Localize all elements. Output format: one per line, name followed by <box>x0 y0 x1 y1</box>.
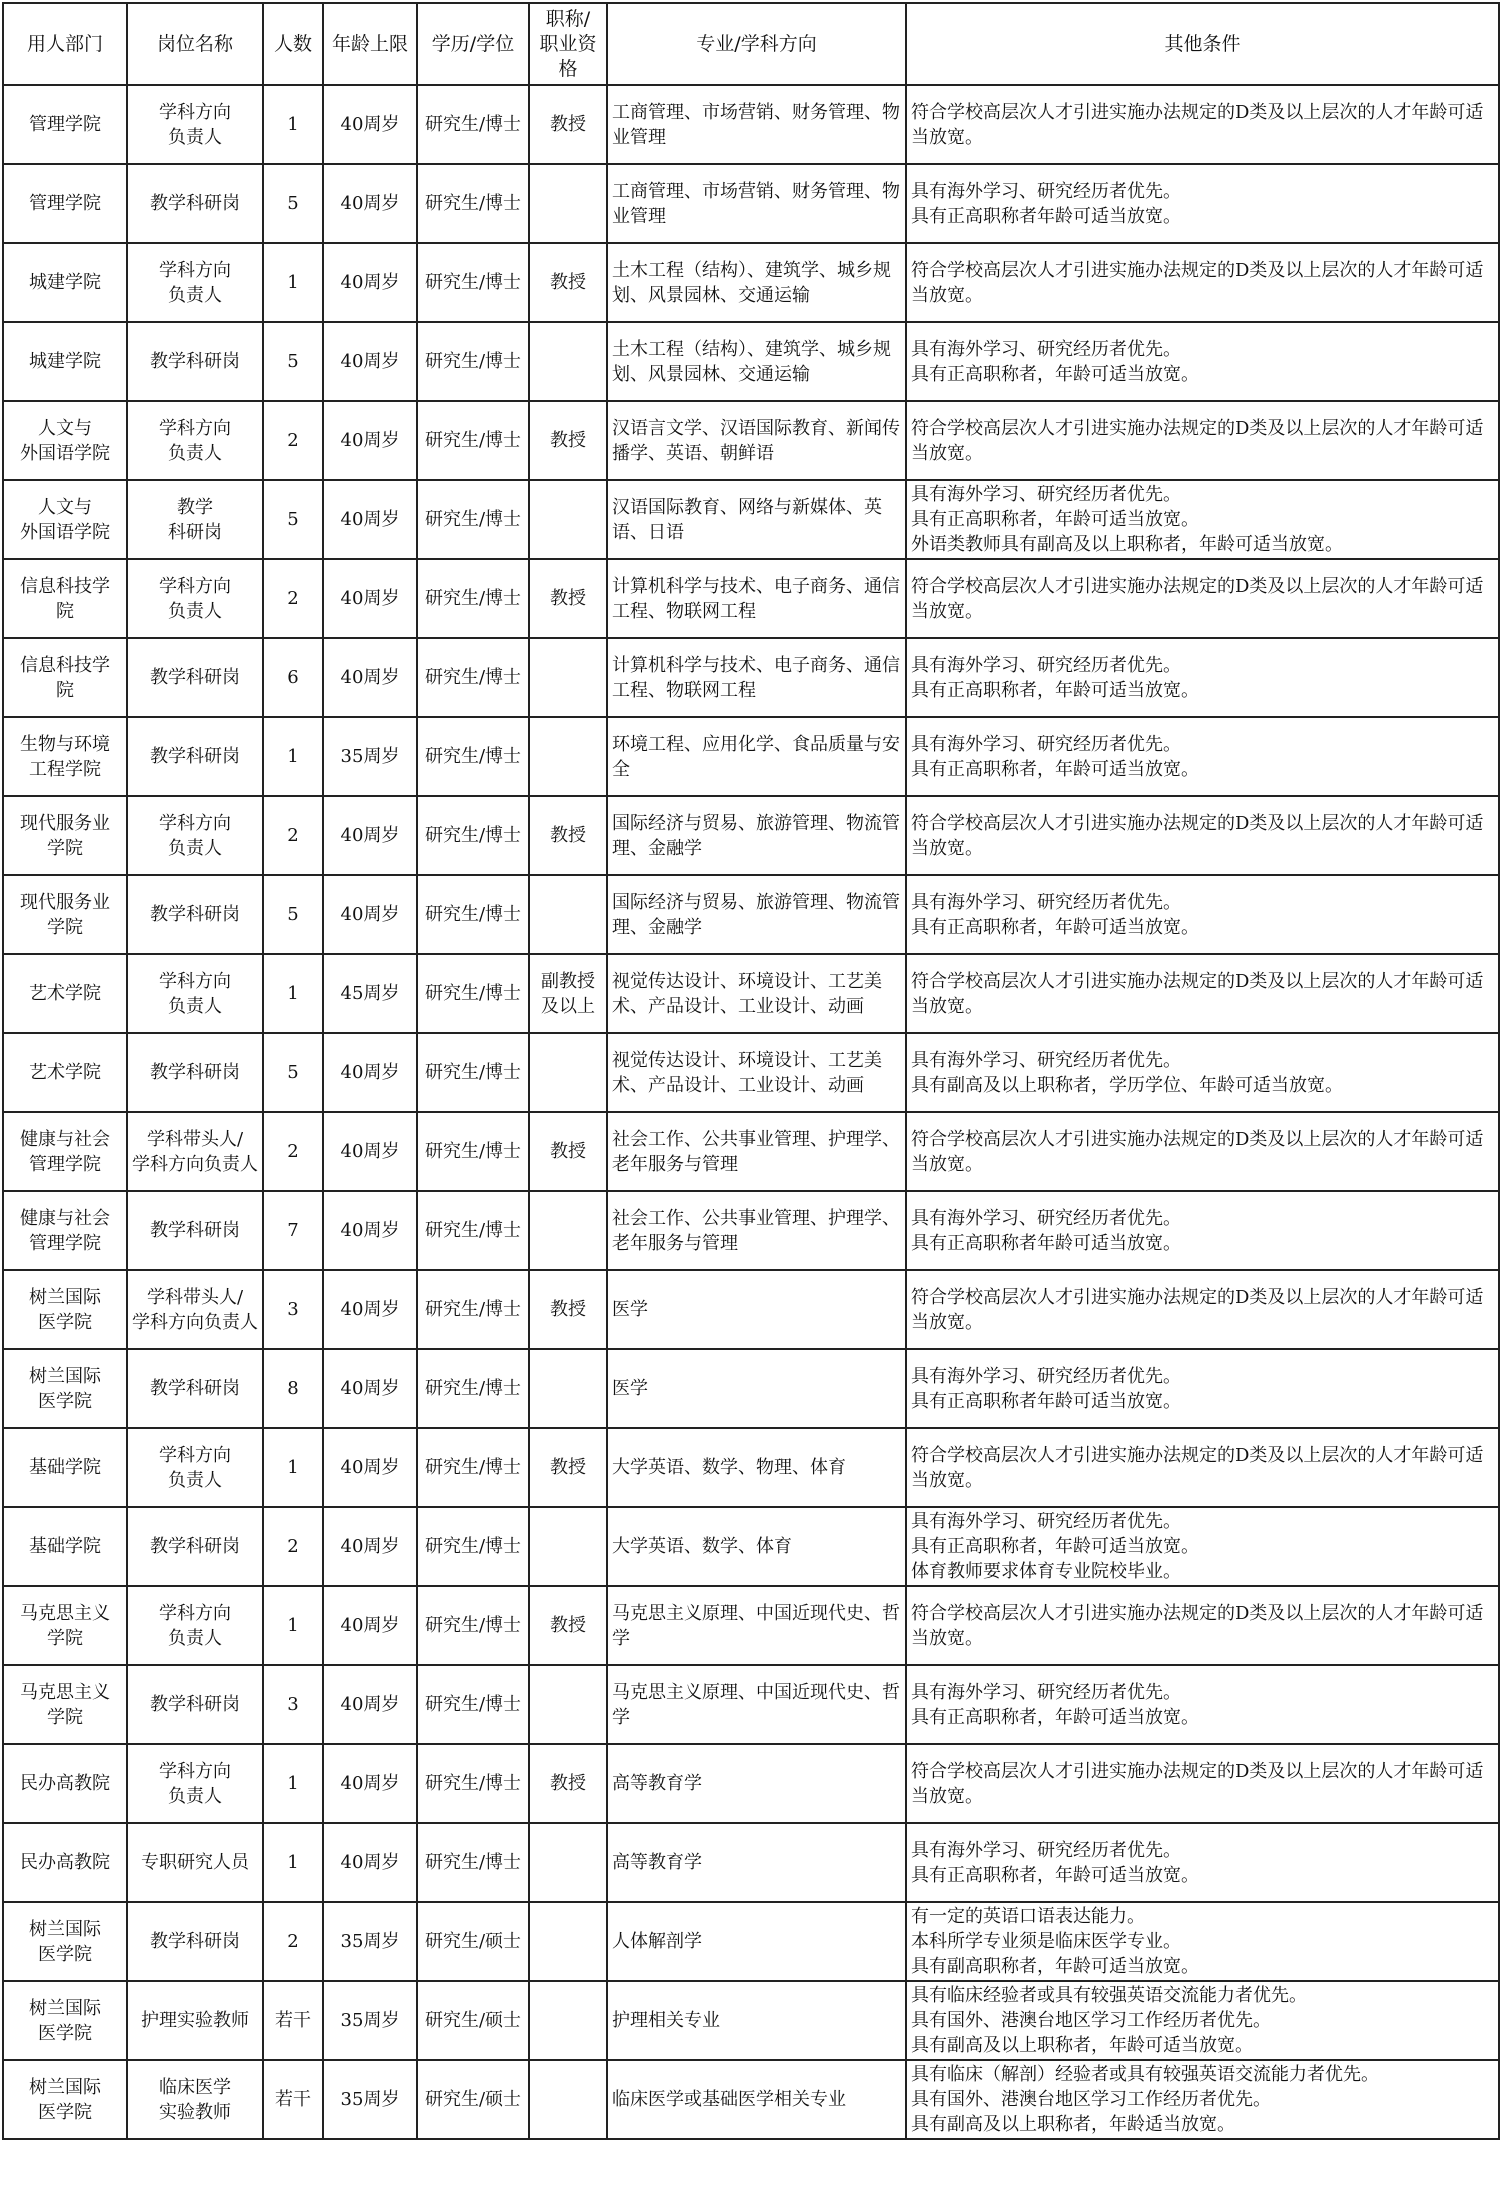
cell-age: 40周岁 <box>323 1033 417 1112</box>
cell-other: 具有海外学习、研究经历者优先。 具有正高职称者，年龄可适当放宽。 <box>906 1665 1499 1744</box>
cell-count: 1 <box>263 1823 323 1902</box>
cell-dept: 人文与 外国语学院 <box>3 401 127 480</box>
cell-age: 40周岁 <box>323 1191 417 1270</box>
cell-education: 研究生/博士 <box>417 1744 529 1823</box>
cell-education: 研究生/博士 <box>417 401 529 480</box>
cell-major: 国际经济与贸易、旅游管理、物流管理、金融学 <box>607 875 906 954</box>
cell-education: 研究生/硕士 <box>417 1981 529 2060</box>
cell-other: 符合学校高层次人才引进实施办法规定的D类及以上层次的人才年龄可适当放宽。 <box>906 559 1499 638</box>
cell-dept: 民办高教院 <box>3 1744 127 1823</box>
cell-other: 具有海外学习、研究经历者优先。 具有正高职称者，年龄可适当放宽。 外语类教师具有副高及以上职称者，年龄可适当放宽。 <box>906 480 1499 559</box>
cell-other: 符合学校高层次人才引进实施办法规定的D类及以上层次的人才年龄可适当放宽。 <box>906 1586 1499 1665</box>
cell-count: 5 <box>263 322 323 401</box>
table-row <box>3 1428 1499 1507</box>
cell-dept: 现代服务业 学院 <box>3 796 127 875</box>
header-count: 人数 <box>263 3 323 85</box>
cell-education: 研究生/博士 <box>417 1349 529 1428</box>
cell-education: 研究生/博士 <box>417 717 529 796</box>
cell-other: 符合学校高层次人才引进实施办法规定的D类及以上层次的人才年龄可适当放宽。 <box>906 1428 1499 1507</box>
table-row <box>3 243 1499 322</box>
cell-dept: 健康与社会 管理学院 <box>3 1191 127 1270</box>
header-education: 学历/学位 <box>417 3 529 85</box>
cell-education: 研究生/博士 <box>417 85 529 164</box>
cell-dept: 生物与环境 工程学院 <box>3 717 127 796</box>
cell-education: 研究生/博士 <box>417 1507 529 1586</box>
cell-major: 高等教育学 <box>607 1744 906 1823</box>
cell-dept: 现代服务业 学院 <box>3 875 127 954</box>
cell-major: 医学 <box>607 1349 906 1428</box>
cell-age: 40周岁 <box>323 1112 417 1191</box>
cell-post: 教学科研岗 <box>127 164 263 243</box>
cell-title: 教授 <box>529 85 607 164</box>
cell-major: 视觉传达设计、环境设计、工艺美术、产品设计、工业设计、动画 <box>607 954 906 1033</box>
cell-other: 符合学校高层次人才引进实施办法规定的D类及以上层次的人才年龄可适当放宽。 <box>906 796 1499 875</box>
cell-post: 学科方向 负责人 <box>127 1428 263 1507</box>
cell-age: 40周岁 <box>323 1428 417 1507</box>
cell-post: 教学科研岗 <box>127 1665 263 1744</box>
cell-post: 学科方向 负责人 <box>127 85 263 164</box>
cell-education: 研究生/博士 <box>417 480 529 559</box>
cell-title <box>529 2060 607 2139</box>
table-row <box>3 1902 1499 1981</box>
cell-dept: 树兰国际 医学院 <box>3 2060 127 2139</box>
cell-education: 研究生/博士 <box>417 954 529 1033</box>
cell-other: 具有海外学习、研究经历者优先。 具有正高职称者，年龄可适当放宽。 <box>906 638 1499 717</box>
cell-dept: 树兰国际 医学院 <box>3 1981 127 2060</box>
cell-count: 若干 <box>263 2060 323 2139</box>
cell-major: 汉语言文学、汉语国际教育、新闻传播学、英语、朝鲜语 <box>607 401 906 480</box>
cell-post: 学科方向 负责人 <box>127 1744 263 1823</box>
table-row <box>3 85 1499 164</box>
table-row <box>3 796 1499 875</box>
cell-title: 教授 <box>529 1428 607 1507</box>
cell-education: 研究生/博士 <box>417 559 529 638</box>
cell-dept: 管理学院 <box>3 164 127 243</box>
cell-other: 符合学校高层次人才引进实施办法规定的D类及以上层次的人才年龄可适当放宽。 <box>906 243 1499 322</box>
cell-major: 护理相关专业 <box>607 1981 906 2060</box>
cell-other: 具有海外学习、研究经历者优先。 具有正高职称者年龄可适当放宽。 <box>906 1191 1499 1270</box>
cell-major: 汉语国际教育、网络与新媒体、英语、日语 <box>607 480 906 559</box>
cell-title <box>529 1349 607 1428</box>
cell-age: 40周岁 <box>323 85 417 164</box>
cell-age: 35周岁 <box>323 1902 417 1981</box>
cell-post: 教学科研岗 <box>127 1507 263 1586</box>
cell-count: 5 <box>263 875 323 954</box>
table-row <box>3 2060 1499 2139</box>
cell-other: 具有临床（解剖）经验者或具有较强英语交流能力者优先。 具有国外、港澳台地区学习工作经历者优先。 具有副高及以上职称者，年龄适当放宽。 <box>906 2060 1499 2139</box>
cell-major: 高等教育学 <box>607 1823 906 1902</box>
cell-title: 教授 <box>529 1744 607 1823</box>
header-row <box>3 3 1499 85</box>
cell-other: 具有海外学习、研究经历者优先。 具有正高职称者，年龄可适当放宽。 <box>906 322 1499 401</box>
cell-post: 护理实验教师 <box>127 1981 263 2060</box>
cell-major: 计算机科学与技术、电子商务、通信工程、物联网工程 <box>607 559 906 638</box>
table-row <box>3 559 1499 638</box>
cell-other: 具有海外学习、研究经历者优先。 具有正高职称者年龄可适当放宽。 <box>906 164 1499 243</box>
cell-other: 符合学校高层次人才引进实施办法规定的D类及以上层次的人才年龄可适当放宽。 <box>906 1112 1499 1191</box>
cell-education: 研究生/博士 <box>417 1428 529 1507</box>
cell-count: 若干 <box>263 1981 323 2060</box>
cell-post: 教学科研岗 <box>127 638 263 717</box>
cell-education: 研究生/博士 <box>417 164 529 243</box>
table-row <box>3 322 1499 401</box>
cell-title <box>529 1902 607 1981</box>
cell-major: 视觉传达设计、环境设计、工艺美术、产品设计、工业设计、动画 <box>607 1033 906 1112</box>
cell-major: 土木工程（结构）、建筑学、城乡规划、风景园林、交通运输 <box>607 243 906 322</box>
table-row <box>3 717 1499 796</box>
table-row <box>3 638 1499 717</box>
cell-education: 研究生/博士 <box>417 1270 529 1349</box>
cell-age: 40周岁 <box>323 875 417 954</box>
cell-other: 具有海外学习、研究经历者优先。 具有正高职称者年龄可适当放宽。 <box>906 1349 1499 1428</box>
cell-dept: 马克思主义 学院 <box>3 1665 127 1744</box>
table-row <box>3 1507 1499 1586</box>
cell-other: 具有海外学习、研究经历者优先。 具有正高职称者，年龄可适当放宽。 <box>906 875 1499 954</box>
cell-major: 马克思主义原理、中国近现代史、哲学 <box>607 1665 906 1744</box>
cell-major: 工商管理、市场营销、财务管理、物业管理 <box>607 85 906 164</box>
table-row <box>3 1033 1499 1112</box>
cell-other: 符合学校高层次人才引进实施办法规定的D类及以上层次的人才年龄可适当放宽。 <box>906 1744 1499 1823</box>
cell-title: 教授 <box>529 1270 607 1349</box>
table-row <box>3 1112 1499 1191</box>
header-title: 职称/ 职业资格 <box>529 3 607 85</box>
cell-other: 符合学校高层次人才引进实施办法规定的D类及以上层次的人才年龄可适当放宽。 <box>906 85 1499 164</box>
header-major: 专业/学科方向 <box>607 3 906 85</box>
cell-age: 40周岁 <box>323 1507 417 1586</box>
cell-age: 40周岁 <box>323 559 417 638</box>
recruitment-table <box>2 2 1500 2140</box>
cell-age: 35周岁 <box>323 1981 417 2060</box>
cell-title <box>529 1033 607 1112</box>
table-row <box>3 1270 1499 1349</box>
cell-count: 5 <box>263 164 323 243</box>
cell-post: 学科方向 负责人 <box>127 1586 263 1665</box>
cell-title: 教授 <box>529 401 607 480</box>
cell-dept: 信息科技学 院 <box>3 559 127 638</box>
cell-major: 计算机科学与技术、电子商务、通信工程、物联网工程 <box>607 638 906 717</box>
cell-age: 45周岁 <box>323 954 417 1033</box>
cell-other: 符合学校高层次人才引进实施办法规定的D类及以上层次的人才年龄可适当放宽。 <box>906 401 1499 480</box>
table-row <box>3 954 1499 1033</box>
cell-dept: 艺术学院 <box>3 1033 127 1112</box>
cell-dept: 马克思主义 学院 <box>3 1586 127 1665</box>
cell-count: 1 <box>263 85 323 164</box>
cell-count: 3 <box>263 1270 323 1349</box>
cell-age: 40周岁 <box>323 1586 417 1665</box>
table-row <box>3 1349 1499 1428</box>
table-row <box>3 1665 1499 1744</box>
cell-post: 学科方向 负责人 <box>127 401 263 480</box>
cell-post: 教学科研岗 <box>127 1902 263 1981</box>
cell-age: 40周岁 <box>323 638 417 717</box>
cell-count: 2 <box>263 796 323 875</box>
cell-title: 教授 <box>529 1586 607 1665</box>
cell-education: 研究生/博士 <box>417 243 529 322</box>
cell-age: 40周岁 <box>323 322 417 401</box>
header-post: 岗位名称 <box>127 3 263 85</box>
cell-post: 临床医学 实验教师 <box>127 2060 263 2139</box>
cell-title: 教授 <box>529 559 607 638</box>
table-row <box>3 875 1499 954</box>
cell-dept: 城建学院 <box>3 243 127 322</box>
cell-education: 研究生/博士 <box>417 1823 529 1902</box>
cell-title <box>529 1665 607 1744</box>
cell-major: 大学英语、数学、物理、体育 <box>607 1428 906 1507</box>
cell-post: 教学科研岗 <box>127 717 263 796</box>
cell-title <box>529 1191 607 1270</box>
cell-count: 2 <box>263 1112 323 1191</box>
cell-major: 人体解剖学 <box>607 1902 906 1981</box>
cell-post: 教学科研岗 <box>127 1191 263 1270</box>
cell-count: 1 <box>263 243 323 322</box>
cell-other: 符合学校高层次人才引进实施办法规定的D类及以上层次的人才年龄可适当放宽。 <box>906 954 1499 1033</box>
cell-education: 研究生/博士 <box>417 875 529 954</box>
cell-dept: 艺术学院 <box>3 954 127 1033</box>
cell-dept: 树兰国际 医学院 <box>3 1270 127 1349</box>
cell-post: 教学科研岗 <box>127 875 263 954</box>
cell-other: 具有海外学习、研究经历者优先。 具有正高职称者，年龄可适当放宽。 <box>906 717 1499 796</box>
cell-other: 具有海外学习、研究经历者优先。 具有正高职称者，年龄可适当放宽。 体育教师要求体育专业院校毕业。 <box>906 1507 1499 1586</box>
cell-age: 40周岁 <box>323 480 417 559</box>
cell-count: 8 <box>263 1349 323 1428</box>
cell-age: 40周岁 <box>323 401 417 480</box>
cell-major: 社会工作、公共事业管理、护理学、老年服务与管理 <box>607 1191 906 1270</box>
cell-other: 符合学校高层次人才引进实施办法规定的D类及以上层次的人才年龄可适当放宽。 <box>906 1270 1499 1349</box>
cell-count: 1 <box>263 717 323 796</box>
cell-education: 研究生/博士 <box>417 796 529 875</box>
cell-post: 学科带头人/ 学科方向负责人 <box>127 1270 263 1349</box>
cell-post: 教学科研岗 <box>127 1033 263 1112</box>
cell-title: 教授 <box>529 796 607 875</box>
cell-post: 学科方向 负责人 <box>127 559 263 638</box>
table-row <box>3 1981 1499 2060</box>
cell-post: 学科方向 负责人 <box>127 796 263 875</box>
cell-count: 2 <box>263 401 323 480</box>
cell-count: 6 <box>263 638 323 717</box>
cell-post: 教学科研岗 <box>127 1349 263 1428</box>
cell-education: 研究生/博士 <box>417 638 529 717</box>
cell-title: 教授 <box>529 1112 607 1191</box>
cell-post: 学科方向 负责人 <box>127 243 263 322</box>
cell-title <box>529 875 607 954</box>
cell-age: 40周岁 <box>323 1665 417 1744</box>
cell-count: 5 <box>263 480 323 559</box>
cell-major: 国际经济与贸易、旅游管理、物流管理、金融学 <box>607 796 906 875</box>
table-body <box>3 85 1499 2139</box>
cell-education: 研究生/博士 <box>417 1586 529 1665</box>
cell-count: 1 <box>263 1428 323 1507</box>
cell-count: 1 <box>263 1586 323 1665</box>
cell-post: 学科带头人/ 学科方向负责人 <box>127 1112 263 1191</box>
cell-post: 教学 科研岗 <box>127 480 263 559</box>
cell-age: 40周岁 <box>323 1823 417 1902</box>
cell-count: 1 <box>263 1744 323 1823</box>
cell-dept: 人文与 外国语学院 <box>3 480 127 559</box>
cell-age: 40周岁 <box>323 243 417 322</box>
header-age: 年龄上限 <box>323 3 417 85</box>
cell-dept: 基础学院 <box>3 1428 127 1507</box>
cell-age: 40周岁 <box>323 1270 417 1349</box>
table-row <box>3 164 1499 243</box>
cell-age: 35周岁 <box>323 2060 417 2139</box>
cell-major: 医学 <box>607 1270 906 1349</box>
cell-title <box>529 164 607 243</box>
cell-count: 2 <box>263 559 323 638</box>
cell-title: 教授 <box>529 243 607 322</box>
cell-other: 具有海外学习、研究经历者优先。 具有正高职称者，年龄可适当放宽。 <box>906 1823 1499 1902</box>
cell-post: 专职研究人员 <box>127 1823 263 1902</box>
cell-age: 40周岁 <box>323 164 417 243</box>
table-row <box>3 401 1499 480</box>
cell-count: 5 <box>263 1033 323 1112</box>
cell-dept: 基础学院 <box>3 1507 127 1586</box>
cell-dept: 树兰国际 医学院 <box>3 1902 127 1981</box>
cell-dept: 树兰国际 医学院 <box>3 1349 127 1428</box>
cell-age: 35周岁 <box>323 717 417 796</box>
cell-education: 研究生/博士 <box>417 1112 529 1191</box>
cell-count: 1 <box>263 954 323 1033</box>
cell-post: 学科方向 负责人 <box>127 954 263 1033</box>
table-row <box>3 1191 1499 1270</box>
cell-age: 40周岁 <box>323 796 417 875</box>
cell-post: 教学科研岗 <box>127 322 263 401</box>
cell-education: 研究生/硕士 <box>417 1902 529 1981</box>
table-row <box>3 480 1499 559</box>
cell-major: 工商管理、市场营销、财务管理、物业管理 <box>607 164 906 243</box>
cell-dept: 民办高教院 <box>3 1823 127 1902</box>
cell-other: 具有海外学习、研究经历者优先。 具有副高及以上职称者，学历学位、年龄可适当放宽。 <box>906 1033 1499 1112</box>
cell-title <box>529 638 607 717</box>
cell-title <box>529 1823 607 1902</box>
header-other: 其他条件 <box>906 3 1499 85</box>
cell-age: 40周岁 <box>323 1349 417 1428</box>
cell-count: 2 <box>263 1507 323 1586</box>
table-row <box>3 1586 1499 1665</box>
cell-dept: 健康与社会 管理学院 <box>3 1112 127 1191</box>
cell-major: 临床医学或基础医学相关专业 <box>607 2060 906 2139</box>
header-dept: 用人部门 <box>3 3 127 85</box>
cell-major: 大学英语、数学、体育 <box>607 1507 906 1586</box>
cell-other: 具有临床经验者或具有较强英语交流能力者优先。 具有国外、港澳台地区学习工作经历者优先。 具有副高及以上职称者，年龄可适当放宽。 <box>906 1981 1499 2060</box>
cell-title <box>529 322 607 401</box>
cell-education: 研究生/博士 <box>417 322 529 401</box>
cell-title <box>529 1507 607 1586</box>
cell-education: 研究生/博士 <box>417 1033 529 1112</box>
cell-major: 环境工程、应用化学、食品质量与安全 <box>607 717 906 796</box>
cell-count: 7 <box>263 1191 323 1270</box>
cell-title <box>529 717 607 796</box>
cell-other: 有一定的英语口语表达能力。 本科所学专业须是临床医学专业。 具有副高职称者，年龄可适当放宽。 <box>906 1902 1499 1981</box>
cell-title <box>529 480 607 559</box>
cell-education: 研究生/硕士 <box>417 2060 529 2139</box>
cell-dept: 城建学院 <box>3 322 127 401</box>
cell-major: 社会工作、公共事业管理、护理学、老年服务与管理 <box>607 1112 906 1191</box>
cell-education: 研究生/博士 <box>417 1191 529 1270</box>
cell-major: 马克思主义原理、中国近现代史、哲学 <box>607 1586 906 1665</box>
cell-title: 副教授 及以上 <box>529 954 607 1033</box>
cell-dept: 管理学院 <box>3 85 127 164</box>
cell-count: 3 <box>263 1665 323 1744</box>
cell-education: 研究生/博士 <box>417 1665 529 1744</box>
table-row <box>3 1744 1499 1823</box>
cell-age: 40周岁 <box>323 1744 417 1823</box>
cell-count: 2 <box>263 1902 323 1981</box>
cell-major: 土木工程（结构）、建筑学、城乡规划、风景园林、交通运输 <box>607 322 906 401</box>
table-row <box>3 1823 1499 1902</box>
cell-dept: 信息科技学 院 <box>3 638 127 717</box>
cell-title <box>529 1981 607 2060</box>
